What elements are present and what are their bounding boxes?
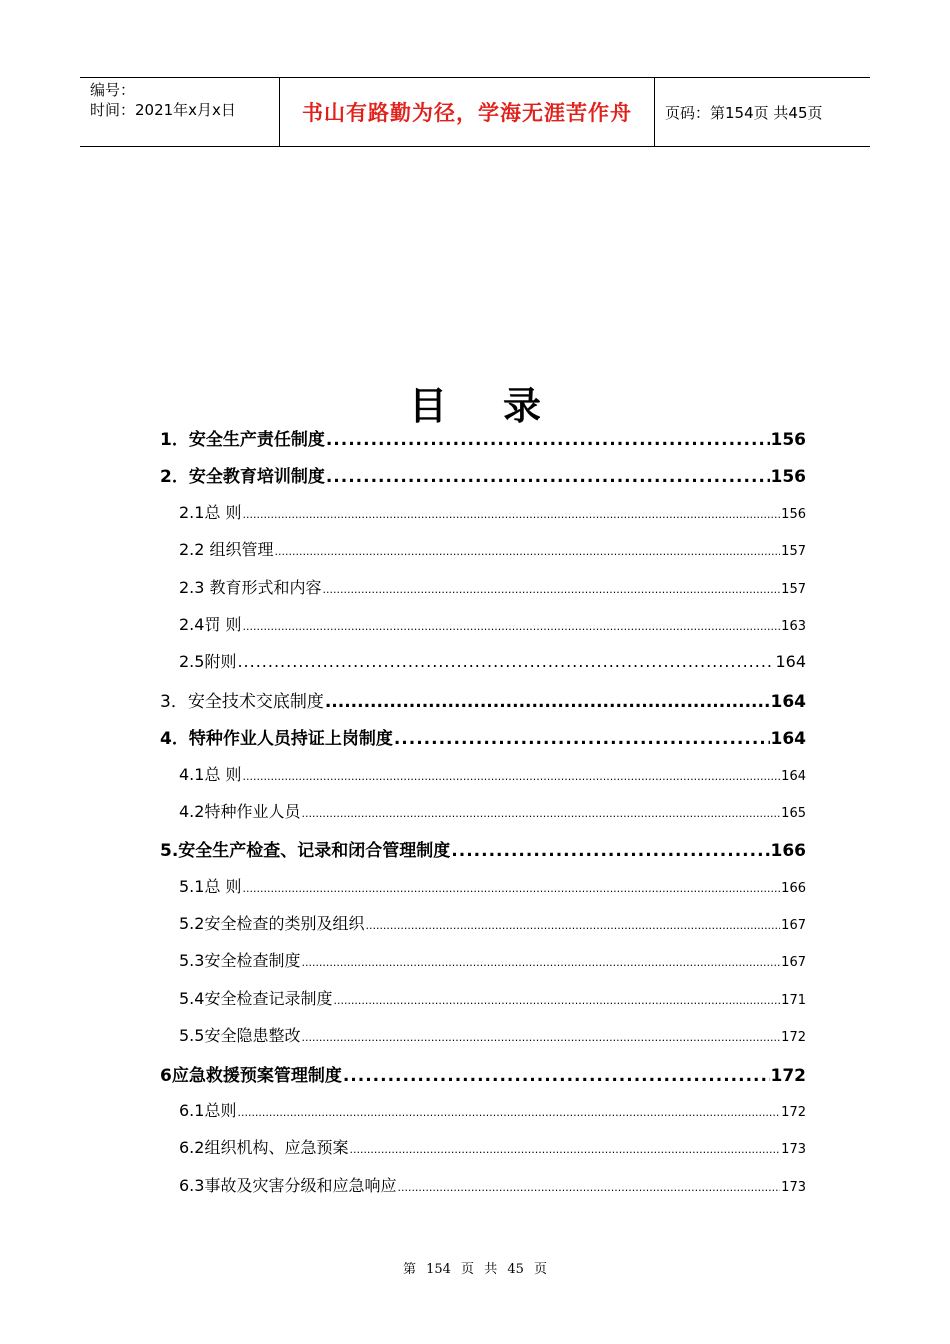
toc-entry[interactable]: 2.3 教育形式和内容 ..... 157	[160, 575, 806, 612]
header-page-info: 页码：第154页 共45页	[665, 103, 823, 122]
toc-entry[interactable]: 4．特种作业人员持证上岗制度 ..... 164	[160, 724, 806, 761]
toc-entry[interactable]: 2.1总 则 ..... 156	[160, 500, 806, 537]
toc-entry[interactable]: 5.5安全隐患整改 ..... 172	[160, 1023, 806, 1060]
toc-entry[interactable]: 4.1总 则 ..... 164	[160, 762, 806, 799]
toc-entry[interactable]: 2.2 组织管理 ..... 157	[160, 537, 806, 574]
toc-entry[interactable]: 5.4安全检查记录制度 ..... 171	[160, 986, 806, 1023]
toc-entry[interactable]: 2.5附则 ..... 164	[160, 649, 806, 686]
toc-title-char: 目	[408, 384, 447, 428]
toc-entry[interactable]: 1．安全生产责任制度 ..... 156	[160, 425, 806, 462]
document-number: 编号：	[90, 81, 136, 99]
toc-title-char: 录	[503, 384, 542, 428]
toc-entry[interactable]: 6.3事故及灾害分级和应急响应 ..... 173	[160, 1173, 806, 1210]
document-time: 时间：2021年x月x日	[90, 101, 236, 119]
toc-entry[interactable]: 6应急救援预案管理制度 ..... 172	[160, 1061, 806, 1098]
toc-entry[interactable]: 6.1总则 ..... 172	[160, 1098, 806, 1135]
toc-entry[interactable]: 5.2安全检查的类别及组织 ..... 167	[160, 911, 806, 948]
toc-entry[interactable]: 2．安全教育培训制度 ..... 156	[160, 462, 806, 499]
table-of-contents	[160, 425, 806, 1210]
page-footer: 第 154 页 共 45 页	[402, 1262, 548, 1277]
toc-entry[interactable]: 4.2特种作业人员 ..... 165	[160, 799, 806, 836]
toc-entry[interactable]: 6.2组织机构、应急预案 ..... 173	[160, 1135, 806, 1172]
toc-entry[interactable]: 5.1总 则 ..... 166	[160, 874, 806, 911]
header-meta	[80, 78, 280, 146]
toc-title	[0, 375, 950, 430]
toc-entry[interactable]: 2.4罚 则 ..... 163	[160, 612, 806, 649]
toc-entry[interactable]: 5.3安全检查制度 ..... 167	[160, 948, 806, 985]
header-motto: 书山有路勤为径，学海无涯苦作舟	[280, 78, 655, 146]
toc-entry[interactable]: 3．安全技术交底制度 ..... 164	[160, 687, 806, 724]
page-header	[80, 77, 870, 147]
toc-entry[interactable]: 5.安全生产检查、记录和闭合管理制度 ..... 166	[160, 836, 806, 873]
